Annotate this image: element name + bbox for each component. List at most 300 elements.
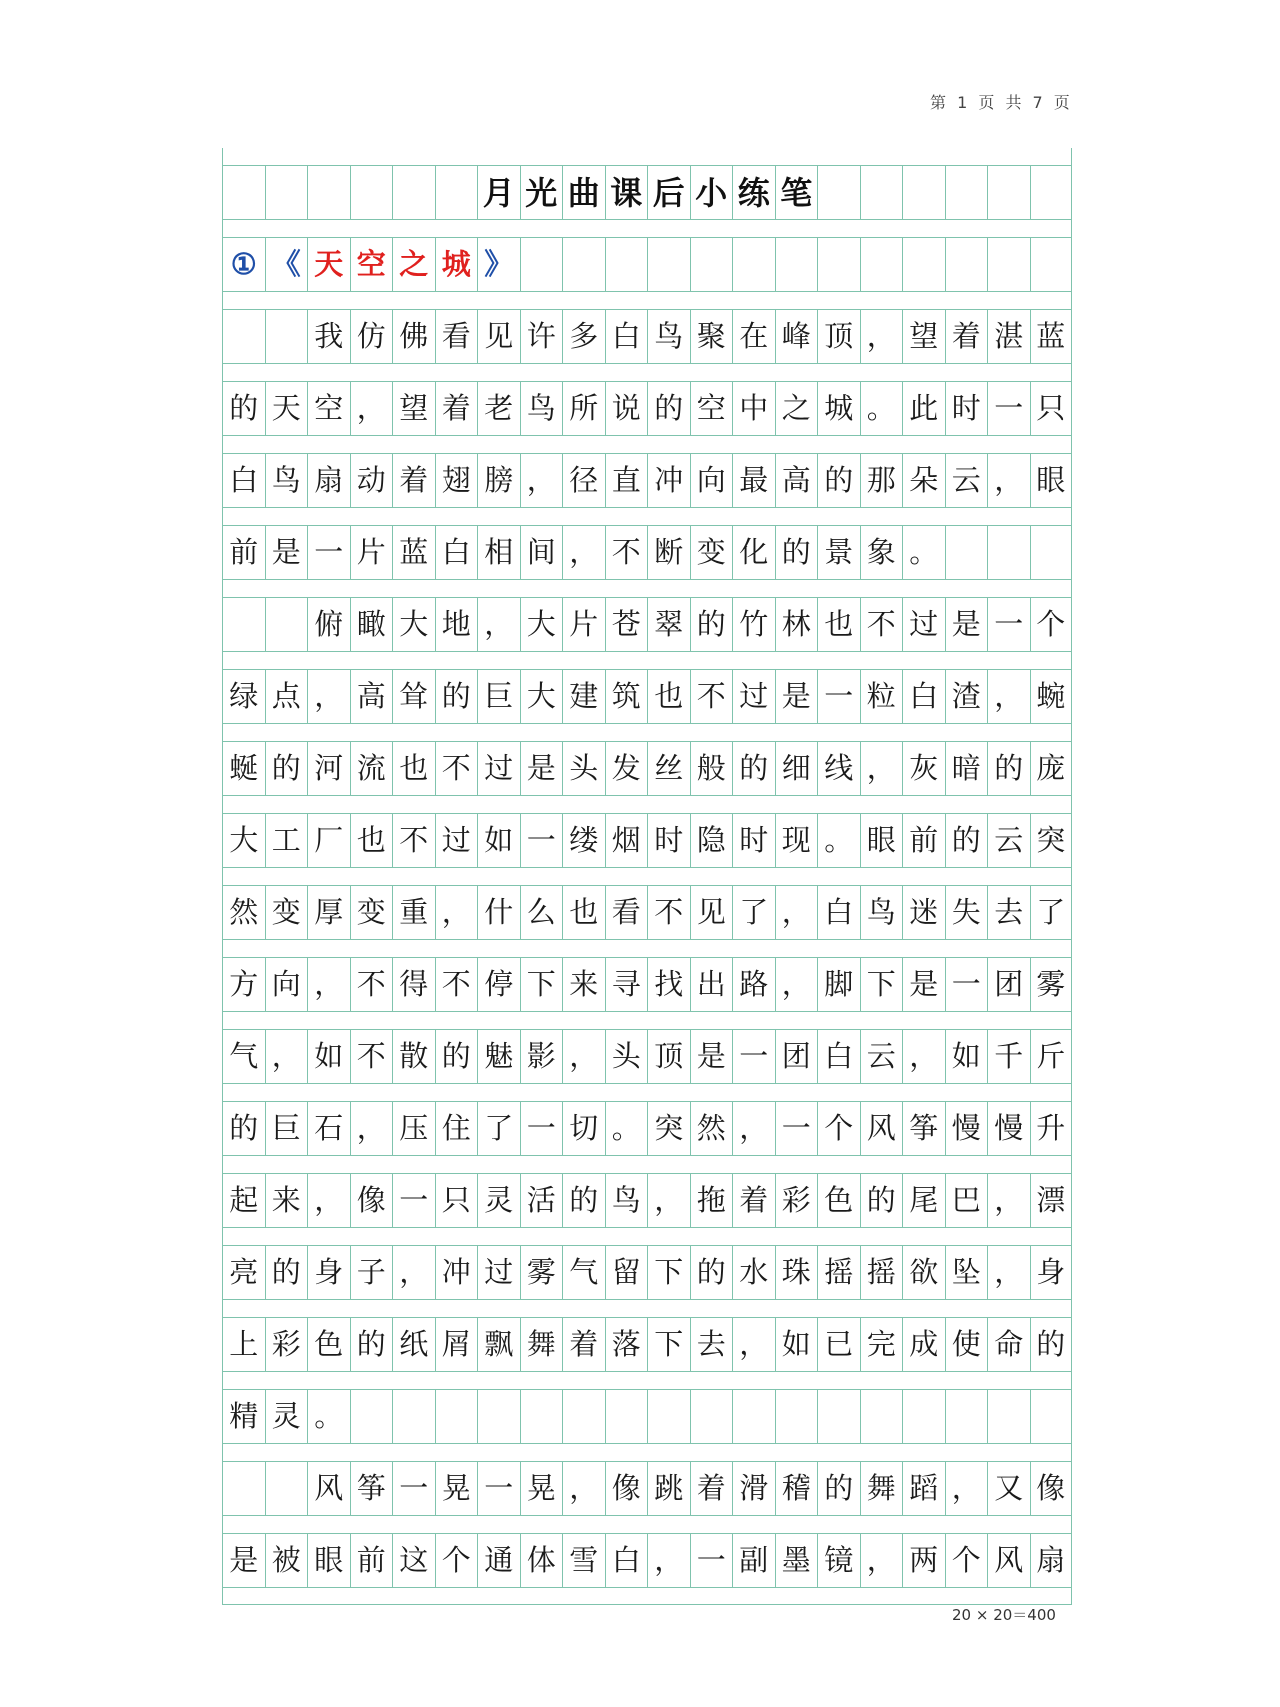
row-spacer (222, 868, 1072, 885)
grid-cell (817, 238, 860, 291)
grid-cell: 的 (817, 1462, 860, 1515)
grid-cell: 慢 (987, 1102, 1030, 1155)
grid-cell: 庞 (1030, 742, 1073, 795)
grid-count-footer: 20 × 20＝400 (952, 1606, 1056, 1624)
grid-cell: 眼 (307, 1534, 350, 1587)
grid-cell: 个 (435, 1534, 478, 1587)
grid-cell (945, 238, 988, 291)
grid-cell: 不 (647, 886, 690, 939)
grid-cell (392, 1390, 435, 1443)
grid-cell (265, 310, 308, 363)
grid-cell: 那 (860, 454, 903, 507)
grid-cell: ， (860, 742, 903, 795)
grid-cell: 切 (562, 1102, 605, 1155)
grid-cell: 去 (987, 886, 1030, 939)
grid-cell: 留 (605, 1246, 648, 1299)
grid-cell: 通 (477, 1534, 520, 1587)
grid-cell: 是 (945, 598, 988, 651)
grid-cell: 蓝 (392, 526, 435, 579)
grid-cell: 高 (350, 670, 393, 723)
grid-cell: 影 (520, 1030, 563, 1083)
grid-cell: 所 (562, 382, 605, 435)
grid-cell: 欲 (902, 1246, 945, 1299)
grid-cell: ， (647, 1174, 690, 1227)
grid-cell: 纸 (392, 1318, 435, 1371)
grid-cell: 灵 (265, 1390, 308, 1443)
text-line (222, 1029, 1072, 1084)
grid-cell: 隐 (690, 814, 733, 867)
grid-cell: 片 (350, 526, 393, 579)
grid-cell: 拖 (690, 1174, 733, 1227)
grid-cell: 一 (987, 382, 1030, 435)
grid-cell: 了 (1030, 886, 1073, 939)
grid-cell: 小 (690, 166, 733, 219)
section-heading-row (222, 237, 1072, 292)
grid-cell (477, 1390, 520, 1443)
text-line (222, 1533, 1072, 1588)
grid-cell (987, 166, 1030, 219)
grid-cell: 精 (222, 1390, 265, 1443)
row-spacer (222, 796, 1072, 813)
grid-cell: 着 (392, 454, 435, 507)
grid-cell: 在 (732, 310, 775, 363)
grid-cell: 蹈 (902, 1462, 945, 1515)
grid-cell: 落 (605, 1318, 648, 1371)
grid-cell: ， (307, 670, 350, 723)
text-line (222, 1461, 1072, 1516)
row-spacer (222, 1372, 1072, 1389)
grid-cell: 大 (520, 670, 563, 723)
grid-cell (732, 238, 775, 291)
grid-cell (307, 166, 350, 219)
grid-cell (350, 1390, 393, 1443)
grid-cell: 的 (265, 1246, 308, 1299)
grid-cell: 我 (307, 310, 350, 363)
grid-cell: 白 (605, 1534, 648, 1587)
grid-cell: 使 (945, 1318, 988, 1371)
grid-cell (265, 166, 308, 219)
grid-cell: 两 (902, 1534, 945, 1587)
grid-cell: 体 (520, 1534, 563, 1587)
text-line (222, 1245, 1072, 1300)
grid-cell: 不 (350, 1030, 393, 1083)
grid-cell: 是 (902, 958, 945, 1011)
row-spacer (222, 1084, 1072, 1101)
grid-cell: 雾 (1030, 958, 1073, 1011)
grid-cell (945, 166, 988, 219)
grid-cell: ， (902, 1030, 945, 1083)
grid-cell: 变 (350, 886, 393, 939)
grid-cell: 着 (945, 310, 988, 363)
grid-cell: 的 (222, 1102, 265, 1155)
grid-cell: 鸟 (860, 886, 903, 939)
row-spacer (222, 580, 1072, 597)
grid-cell: 成 (902, 1318, 945, 1371)
grid-cell (732, 1390, 775, 1443)
grid-cell: 的 (435, 1030, 478, 1083)
grid-cell: 前 (902, 814, 945, 867)
grid-cell: 冲 (647, 454, 690, 507)
grid-cell: 慢 (945, 1102, 988, 1155)
grid-cell: ， (775, 958, 818, 1011)
grid-cell (1030, 166, 1073, 219)
grid-cell: ， (860, 310, 903, 363)
grid-cell: 眼 (860, 814, 903, 867)
grid-cell: 看 (605, 886, 648, 939)
grid-cell (605, 1390, 648, 1443)
grid-cell: 河 (307, 742, 350, 795)
grid-cell: 耸 (392, 670, 435, 723)
grid-cell: 这 (392, 1534, 435, 1587)
grid-cell: 时 (945, 382, 988, 435)
grid-cell: 珠 (775, 1246, 818, 1299)
row-spacer (222, 1156, 1072, 1173)
grid-cell: 白 (222, 454, 265, 507)
grid-cell: 工 (265, 814, 308, 867)
grid-cell: 是 (265, 526, 308, 579)
grid-cell: 不 (605, 526, 648, 579)
grid-cell (265, 598, 308, 651)
grid-cell: 色 (817, 1174, 860, 1227)
grid-cell: 景 (817, 526, 860, 579)
grid-cell: ， (562, 1462, 605, 1515)
grid-cell: 路 (732, 958, 775, 1011)
grid-cell: 风 (860, 1102, 903, 1155)
grid-cell: ， (732, 1318, 775, 1371)
grid-cell: 过 (435, 814, 478, 867)
grid-cell (860, 238, 903, 291)
grid-cell: ， (987, 1246, 1030, 1299)
grid-cell: 见 (690, 886, 733, 939)
grid-cell: 如 (477, 814, 520, 867)
grid-cell: 白 (435, 526, 478, 579)
text-line (222, 1389, 1072, 1444)
grid-cell: 厚 (307, 886, 350, 939)
grid-cell: 聚 (690, 310, 733, 363)
grid-cell: 天 (265, 382, 308, 435)
grid-cell: 眼 (1030, 454, 1073, 507)
grid-cell: 云 (945, 454, 988, 507)
grid-cell: 的 (350, 1318, 393, 1371)
grid-cell: 气 (222, 1030, 265, 1083)
grid-cell: 老 (477, 382, 520, 435)
grid-cell: 是 (222, 1534, 265, 1587)
text-line (222, 1101, 1072, 1156)
grid-cell: 笔 (775, 166, 818, 219)
grid-cell: 课 (605, 166, 648, 219)
grid-cell: ， (987, 670, 1030, 723)
grid-cell: ， (987, 454, 1030, 507)
grid-cell: 了 (732, 886, 775, 939)
grid-cell (902, 238, 945, 291)
row-spacer (222, 652, 1072, 669)
grid-cell: 的 (647, 382, 690, 435)
grid-cell: 彩 (265, 1318, 308, 1371)
grid-cell (520, 238, 563, 291)
grid-cell (945, 1390, 988, 1443)
grid-cell: 扇 (1030, 1534, 1073, 1587)
grid-cell: 看 (435, 310, 478, 363)
grid-cell: ， (392, 1246, 435, 1299)
grid-cell: 空 (350, 238, 393, 291)
grid-cell: 了 (477, 1102, 520, 1155)
grid-cell: 活 (520, 1174, 563, 1227)
grid-cell (435, 166, 478, 219)
grid-cell: 尾 (902, 1174, 945, 1227)
grid-cell: 来 (562, 958, 605, 1011)
grid-cell: 蜒 (222, 742, 265, 795)
grid-cell: 下 (520, 958, 563, 1011)
grid-cell: 白 (902, 670, 945, 723)
grid-cell: 出 (690, 958, 733, 1011)
grid-cell: 如 (775, 1318, 818, 1371)
grid-cell: 的 (775, 526, 818, 579)
grid-cell (1030, 1390, 1073, 1443)
grid-cell: 望 (902, 310, 945, 363)
grid-cell: 散 (392, 1030, 435, 1083)
grid-cell: 厂 (307, 814, 350, 867)
grid-cell: 稽 (775, 1462, 818, 1515)
grid-cell: ， (647, 1534, 690, 1587)
grid-cell (775, 238, 818, 291)
grid-cell: ， (307, 1174, 350, 1227)
grid-cell: 片 (562, 598, 605, 651)
grid-cell: ， (477, 598, 520, 651)
grid-cell: ① (222, 238, 265, 291)
grid-cell: 来 (265, 1174, 308, 1227)
grid-cell: 着 (562, 1318, 605, 1371)
grid-cell: 住 (435, 1102, 478, 1155)
grid-cell (860, 1390, 903, 1443)
grid-cell: 之 (392, 238, 435, 291)
grid-cell: 顶 (647, 1030, 690, 1083)
grid-cell: 扇 (307, 454, 350, 507)
grid-cell: 的 (222, 382, 265, 435)
grid-cell (902, 1390, 945, 1443)
grid-cell: 暗 (945, 742, 988, 795)
grid-cell: 的 (690, 598, 733, 651)
grid-cell: 也 (350, 814, 393, 867)
grid-cell: 望 (392, 382, 435, 435)
grid-cell: 。 (605, 1102, 648, 1155)
grid-cell: 像 (350, 1174, 393, 1227)
grid-cell: ， (945, 1462, 988, 1515)
grid-cell: 时 (732, 814, 775, 867)
grid-cell: 副 (732, 1534, 775, 1587)
grid-cell: 一 (987, 598, 1030, 651)
title-row (222, 165, 1072, 220)
grid-cell: 绿 (222, 670, 265, 723)
grid-cell: 找 (647, 958, 690, 1011)
grid-cell: 不 (690, 670, 733, 723)
grid-cell: 动 (350, 454, 393, 507)
grid-cell: 时 (647, 814, 690, 867)
grid-cell: 光 (520, 166, 563, 219)
grid-cell (860, 166, 903, 219)
grid-cell: 去 (690, 1318, 733, 1371)
grid-cell: 顶 (817, 310, 860, 363)
grid-cell (987, 526, 1030, 579)
grid-cell: 身 (1030, 1246, 1073, 1299)
grid-cell: 此 (902, 382, 945, 435)
grid-cell: 缕 (562, 814, 605, 867)
grid-cell: 筝 (902, 1102, 945, 1155)
grid-cell: 么 (520, 886, 563, 939)
grid-cell (1030, 238, 1073, 291)
grid-cell: 丝 (647, 742, 690, 795)
grid-cell: 的 (1030, 1318, 1073, 1371)
row-spacer (222, 1228, 1072, 1245)
grid-cell: 曲 (562, 166, 605, 219)
grid-cell: ， (265, 1030, 308, 1083)
grid-cell: 练 (732, 166, 775, 219)
grid-cell: 一 (817, 670, 860, 723)
grid-cell: 苍 (605, 598, 648, 651)
grid-cell: 之 (775, 382, 818, 435)
grid-cell: 的 (435, 670, 478, 723)
grid-cell: 地 (435, 598, 478, 651)
grid-cell: 滑 (732, 1462, 775, 1515)
row-spacer (222, 1300, 1072, 1317)
grid-cell: 说 (605, 382, 648, 435)
grid-cell: ， (307, 958, 350, 1011)
grid-cell (222, 166, 265, 219)
grid-cell: 舞 (860, 1462, 903, 1515)
grid-cell: 然 (222, 886, 265, 939)
grid-cell: 气 (562, 1246, 605, 1299)
grid-cell: 突 (1030, 814, 1073, 867)
grid-cell: 空 (690, 382, 733, 435)
grid-cell: 蓝 (1030, 310, 1073, 363)
grid-cell (817, 1390, 860, 1443)
grid-cell: 命 (987, 1318, 1030, 1371)
text-line (222, 813, 1072, 868)
grid-cell: 一 (732, 1030, 775, 1083)
grid-cell: 象 (860, 526, 903, 579)
text-line (222, 1317, 1072, 1372)
grid-cell: 翅 (435, 454, 478, 507)
grid-cell: 也 (392, 742, 435, 795)
grid-cell: 化 (732, 526, 775, 579)
grid-cell: 色 (307, 1318, 350, 1371)
grid-cell: 《 (265, 238, 308, 291)
grid-cell (987, 238, 1030, 291)
row-spacer (222, 148, 1072, 165)
grid-cell: 只 (435, 1174, 478, 1227)
grid-cell: 又 (987, 1462, 1030, 1515)
grid-cell: 也 (817, 598, 860, 651)
grid-cell: 个 (1030, 598, 1073, 651)
row-spacer (222, 724, 1072, 741)
grid-cell: 的 (817, 454, 860, 507)
grid-cell: 舞 (520, 1318, 563, 1371)
grid-cell: 云 (987, 814, 1030, 867)
grid-cell: 起 (222, 1174, 265, 1227)
grid-cell: 许 (520, 310, 563, 363)
grid-cell: 高 (775, 454, 818, 507)
grid-cell: 一 (775, 1102, 818, 1155)
grid-cell: 斤 (1030, 1030, 1073, 1083)
grid-cell: 身 (307, 1246, 350, 1299)
grid-cell: 失 (945, 886, 988, 939)
grid-cell: 相 (477, 526, 520, 579)
grid-cell: 个 (817, 1102, 860, 1155)
grid-cell (987, 1390, 1030, 1443)
grid-cell: 大 (520, 598, 563, 651)
grid-cell: 建 (562, 670, 605, 723)
grid-cell: 雪 (562, 1534, 605, 1587)
grid-cell: 被 (265, 1534, 308, 1587)
grid-cell: ， (860, 1534, 903, 1587)
row-spacer (222, 364, 1072, 381)
grid-cell: 突 (647, 1102, 690, 1155)
grid-cell: 已 (817, 1318, 860, 1371)
grid-cell: 筑 (605, 670, 648, 723)
grid-cell: 坠 (945, 1246, 988, 1299)
grid-cell: 渣 (945, 670, 988, 723)
grid-cell: ， (562, 1030, 605, 1083)
grid-cell: 灵 (477, 1174, 520, 1227)
grid-cell: 不 (435, 958, 478, 1011)
grid-cell: 只 (1030, 382, 1073, 435)
grid-cell: 的 (987, 742, 1030, 795)
grid-cell: 大 (222, 814, 265, 867)
grid-cell: 如 (307, 1030, 350, 1083)
grid-cell: 子 (350, 1246, 393, 1299)
grid-cell: 迷 (902, 886, 945, 939)
grid-cell: 重 (392, 886, 435, 939)
grid-cell: 径 (562, 454, 605, 507)
grid-cell: 一 (392, 1462, 435, 1515)
row-spacer (222, 1012, 1072, 1029)
grid-cell: 。 (817, 814, 860, 867)
text-line (222, 381, 1072, 436)
grid-cell: 的 (945, 814, 988, 867)
grid-cell (945, 526, 988, 579)
grid-cell: 跳 (647, 1462, 690, 1515)
grid-cell: 一 (945, 958, 988, 1011)
grid-cell: 一 (307, 526, 350, 579)
grid-cell: 停 (477, 958, 520, 1011)
grid-cell: 压 (392, 1102, 435, 1155)
grid-cell: 般 (690, 742, 733, 795)
grid-cell: 筝 (350, 1462, 393, 1515)
grid-cell: 是 (690, 1030, 733, 1083)
text-line (222, 885, 1072, 940)
grid-cell: 的 (860, 1174, 903, 1227)
grid-cell (605, 238, 648, 291)
grid-cell: 是 (775, 670, 818, 723)
grid-cell: 亮 (222, 1246, 265, 1299)
grid-cell (222, 1462, 265, 1515)
grid-cell (435, 1390, 478, 1443)
grid-cell: 。 (860, 382, 903, 435)
grid-cell (562, 1390, 605, 1443)
grid-cell: 晃 (520, 1462, 563, 1515)
grid-cell: 仿 (350, 310, 393, 363)
grid-cell: 摇 (817, 1246, 860, 1299)
grid-cell (690, 1390, 733, 1443)
text-line (222, 453, 1072, 508)
grid-cell (1030, 526, 1073, 579)
grid-cell (775, 1390, 818, 1443)
grid-cell: 大 (392, 598, 435, 651)
grid-cell: 过 (902, 598, 945, 651)
grid-cell: 一 (520, 1102, 563, 1155)
grid-cell: 一 (392, 1174, 435, 1227)
grid-cell: 彩 (775, 1174, 818, 1227)
grid-cell: 升 (1030, 1102, 1073, 1155)
